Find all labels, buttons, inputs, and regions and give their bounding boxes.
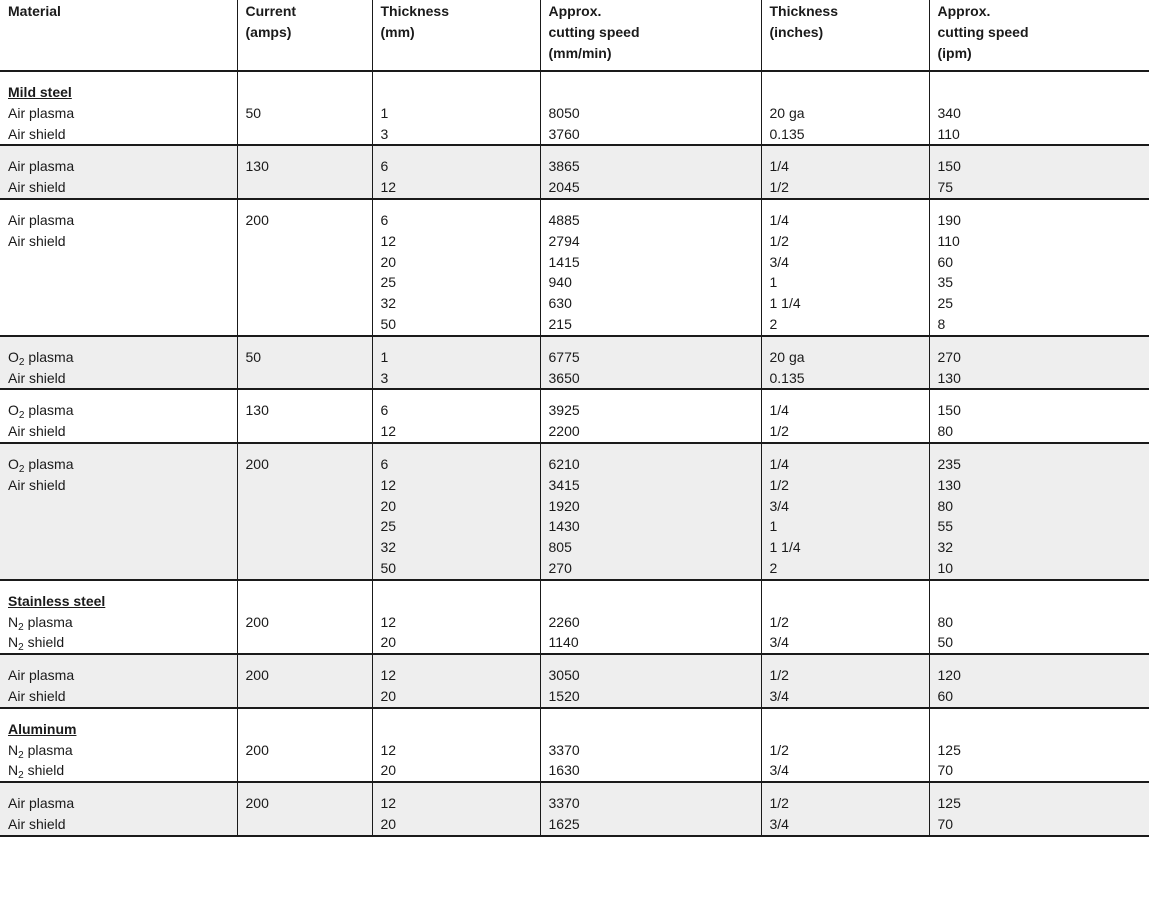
thickness-inches-value: 1 [769, 518, 778, 535]
plasma-gas [8, 347, 229, 368]
header-row [0, 0, 1149, 71]
speed-mm-value: 3370 [548, 741, 580, 758]
thickness-mm-cell [372, 654, 540, 708]
thickness-inches-value: 1/2 [769, 476, 789, 493]
speed-mm-value: 4885 [548, 211, 580, 228]
speed-mm-value: 1920 [548, 497, 580, 514]
gas-prefix: Air plasma [8, 158, 75, 175]
gas-subscript: 2 [18, 356, 25, 368]
thickness-inches-cell [761, 782, 929, 836]
speed-ipm-cell [929, 71, 1149, 145]
material-group: Aluminum [8, 720, 77, 737]
speed-ipm-cell [929, 145, 1149, 199]
speed-ipm-cell [929, 443, 1149, 580]
current-value: 130 [245, 158, 269, 175]
current-value: 200 [245, 741, 269, 758]
header-speed-ipm [929, 0, 1149, 71]
material-cell [0, 443, 237, 580]
header-label: cutting speed [548, 23, 640, 40]
current-cell [237, 443, 372, 580]
speed-mm-value: 3865 [548, 158, 580, 175]
thickness-mm-value: 32 [380, 295, 397, 312]
thickness-inches-cell [761, 336, 929, 390]
material-cell [0, 389, 237, 443]
gas-prefix: Air shield [8, 687, 66, 704]
gas-suffix: plasma [24, 348, 74, 365]
thickness-inches-value: 2 [769, 315, 778, 332]
speed-ipm-value: 55 [937, 518, 954, 535]
speed-mm-value: 2260 [548, 613, 580, 630]
speed-mm-value: 3760 [548, 125, 580, 142]
thickness-inches-cell [761, 199, 929, 336]
header-thickness-inches [761, 0, 929, 71]
material-group: Stainless steel [8, 592, 106, 609]
gas-prefix: Air shield [8, 815, 66, 832]
header-label: Approx. [937, 3, 991, 19]
thickness-inches-value: 1/4 [769, 455, 789, 472]
thickness-inches-value: 1/2 [769, 741, 789, 758]
speed-mm-cell [540, 708, 761, 782]
speed-mm-cell [540, 443, 761, 580]
thickness-mm-value: 6 [380, 211, 389, 228]
speed-mm-value: 940 [548, 274, 572, 291]
gas-suffix: plasma [24, 402, 74, 419]
plasma-gas [8, 454, 229, 475]
table-row [0, 199, 1149, 336]
thickness-inches-value: 1/4 [769, 402, 789, 419]
spacer [246, 82, 364, 103]
current-value: 50 [245, 348, 262, 365]
header-current [237, 0, 372, 71]
thickness-mm-value: 20 [380, 815, 397, 832]
spacer [770, 591, 921, 612]
gas-prefix: N [8, 762, 19, 779]
speed-ipm-value: 340 [937, 104, 961, 121]
speed-ipm-value: 130 [937, 369, 961, 386]
speed-mm-value: 1625 [548, 815, 580, 832]
speed-ipm-cell [929, 708, 1149, 782]
spacer [381, 591, 532, 612]
thickness-inches-value: 1 1/4 [769, 295, 801, 312]
thickness-inches-value: 0.135 [769, 125, 805, 142]
speed-ipm-value: 125 [937, 795, 961, 812]
speed-mm-value: 1415 [548, 253, 580, 270]
current-value: 130 [245, 402, 269, 419]
thickness-inches-value: 1/2 [769, 423, 789, 440]
thickness-inches-value: 1 1/4 [769, 539, 801, 556]
thickness-mm-value: 12 [380, 741, 397, 758]
thickness-mm-cell [372, 580, 540, 654]
gas-suffix: plasma [23, 613, 73, 630]
speed-mm-value: 215 [548, 315, 572, 332]
thickness-mm-value: 20 [380, 497, 397, 514]
spacer [381, 82, 532, 103]
header-material [0, 0, 237, 71]
thickness-inches-value: 1/2 [769, 179, 789, 196]
thickness-inches-value: 1/4 [769, 211, 789, 228]
speed-mm-value: 1430 [548, 518, 580, 535]
thickness-mm-cell [372, 199, 540, 336]
thickness-mm-value: 12 [380, 667, 397, 684]
speed-mm-value: 3370 [548, 795, 580, 812]
spacer [770, 82, 921, 103]
speed-ipm-value: 80 [937, 423, 954, 440]
gas-subscript: 2 [18, 749, 24, 761]
thickness-inches-cell [761, 71, 929, 145]
current-cell [237, 654, 372, 708]
thickness-inches-value: 1/2 [769, 667, 789, 684]
speed-ipm-value: 32 [937, 539, 954, 556]
speed-ipm-value: 60 [937, 253, 954, 270]
shield-gas [8, 475, 229, 496]
speed-ipm-cell [929, 654, 1149, 708]
thickness-inches-cell [761, 145, 929, 199]
speed-ipm-value: 270 [937, 348, 961, 365]
speed-mm-value: 270 [548, 559, 572, 576]
plasma-gas [8, 740, 229, 761]
shield-gas [8, 177, 229, 198]
speed-mm-value: 3050 [548, 667, 580, 684]
thickness-inches-value: 1/4 [769, 158, 789, 175]
table-row [0, 71, 1149, 145]
gas-subscript: 2 [18, 642, 24, 654]
header-label: (inches) [769, 23, 824, 40]
thickness-inches-value: 1/2 [769, 795, 789, 812]
current-cell [237, 782, 372, 836]
table-row [0, 782, 1149, 836]
plasma-gas [8, 103, 229, 124]
thickness-inches-value: 0.135 [769, 369, 805, 386]
speed-ipm-value: 125 [937, 741, 961, 758]
thickness-mm-value: 12 [380, 232, 397, 249]
speed-ipm-value: 70 [937, 762, 954, 779]
gas-prefix: Air shield [8, 423, 66, 440]
material-cell [0, 580, 237, 654]
speed-ipm-cell [929, 199, 1149, 336]
thickness-mm-value: 20 [380, 687, 397, 704]
speed-mm-value: 8050 [548, 104, 580, 121]
thickness-mm-value: 20 [380, 634, 397, 651]
speed-ipm-cell [929, 389, 1149, 443]
thickness-mm-value: 50 [380, 559, 397, 576]
speed-ipm-value: 50 [937, 634, 954, 651]
thickness-mm-value: 1 [380, 348, 389, 365]
thickness-mm-cell [372, 443, 540, 580]
gas-prefix: O [8, 402, 19, 419]
spacer [549, 82, 753, 103]
current-cell [237, 145, 372, 199]
spacer [246, 719, 364, 740]
thickness-inches-cell [761, 443, 929, 580]
speed-ipm-value: 110 [937, 125, 960, 142]
thickness-mm-value: 25 [380, 274, 397, 291]
thickness-inches-value: 3/4 [769, 253, 789, 270]
speed-ipm-value: 190 [937, 211, 961, 228]
speed-ipm-cell [929, 336, 1149, 390]
material-cell [0, 782, 237, 836]
thickness-inches-value: 20 ga [769, 104, 805, 121]
speed-ipm-value: 150 [937, 158, 961, 175]
thickness-inches-value: 3/4 [769, 634, 789, 651]
gas-prefix: N [8, 613, 19, 630]
thickness-mm-value: 3 [380, 369, 389, 386]
speed-mm-cell [540, 336, 761, 390]
thickness-inches-cell [761, 654, 929, 708]
speed-ipm-cell [929, 782, 1149, 836]
thickness-mm-value: 1 [380, 104, 389, 121]
speed-ipm-value: 75 [937, 179, 954, 196]
current-cell [237, 336, 372, 390]
thickness-mm-value: 32 [380, 539, 397, 556]
current-cell [237, 71, 372, 145]
gas-prefix: O [8, 348, 19, 365]
table-row [0, 145, 1149, 199]
speed-mm-value: 3650 [548, 369, 580, 386]
plasma-gas [8, 612, 229, 633]
current-cell [237, 199, 372, 336]
table-row [0, 389, 1149, 443]
speed-mm-value: 6775 [548, 348, 580, 365]
table-row [0, 654, 1149, 708]
plasma-gas [8, 210, 229, 231]
thickness-mm-value: 20 [380, 253, 397, 270]
speed-ipm-value: 35 [937, 274, 954, 291]
current-value: 200 [245, 667, 269, 684]
header-label: Current [245, 3, 297, 19]
thickness-mm-cell [372, 336, 540, 390]
speed-mm-value: 2794 [548, 232, 580, 249]
thickness-inches-value: 1 [769, 274, 778, 291]
gas-prefix: Air shield [8, 476, 66, 493]
spacer [938, 719, 1142, 740]
current-cell [237, 580, 372, 654]
speed-mm-value: 805 [548, 539, 572, 556]
speed-ipm-value: 25 [937, 295, 954, 312]
shield-gas [8, 124, 229, 145]
speed-mm-cell [540, 580, 761, 654]
gas-prefix: Air shield [8, 232, 66, 249]
current-cell [237, 708, 372, 782]
header-label: (amps) [245, 23, 292, 40]
thickness-mm-value: 20 [380, 762, 397, 779]
speed-ipm-value: 235 [937, 455, 961, 472]
gas-prefix: N [8, 741, 19, 758]
thickness-inches-cell [761, 708, 929, 782]
plasma-gas [8, 156, 229, 177]
material-cell [0, 708, 237, 782]
thickness-inches-value: 3/4 [769, 762, 789, 779]
gas-prefix: Air plasma [8, 795, 75, 812]
thickness-mm-value: 25 [380, 518, 397, 535]
material-cell [0, 145, 237, 199]
thickness-mm-value: 6 [380, 158, 389, 175]
header-thickness-mm [372, 0, 540, 71]
spacer [381, 719, 532, 740]
gas-suffix: plasma [23, 741, 73, 758]
current-value: 200 [245, 455, 269, 472]
speed-ipm-value: 10 [937, 559, 954, 576]
shield-gas [8, 231, 229, 252]
gas-prefix: Air plasma [8, 211, 75, 228]
thickness-mm-value: 12 [380, 476, 397, 493]
thickness-inches-cell [761, 389, 929, 443]
shield-gas [8, 632, 229, 653]
speed-ipm-value: 150 [937, 402, 961, 419]
material-cell [0, 654, 237, 708]
spacer [770, 719, 921, 740]
speed-ipm-value: 130 [937, 476, 961, 493]
shield-gas [8, 368, 229, 389]
gas-prefix: Air shield [8, 125, 66, 142]
header-label: Material [8, 3, 61, 19]
gas-suffix: plasma [24, 455, 74, 472]
speed-mm-value: 1140 [548, 634, 579, 651]
spacer [938, 82, 1142, 103]
material-cell [0, 336, 237, 390]
table-row [0, 708, 1149, 782]
thickness-mm-value: 12 [380, 423, 397, 440]
table-body [0, 71, 1149, 836]
speed-mm-value: 1630 [548, 762, 580, 779]
table-row [0, 336, 1149, 390]
speed-mm-value: 2045 [548, 179, 580, 196]
thickness-mm-cell [372, 71, 540, 145]
speed-mm-cell [540, 654, 761, 708]
material-cell [0, 199, 237, 336]
speed-mm-value: 6210 [548, 455, 580, 472]
speed-ipm-value: 8 [937, 315, 946, 332]
thickness-mm-cell [372, 782, 540, 836]
spacer [549, 719, 753, 740]
header-label: Thickness [380, 3, 449, 19]
gas-prefix: Air plasma [8, 667, 75, 684]
table-row [0, 443, 1149, 580]
thickness-inches-value: 2 [769, 559, 778, 576]
thickness-mm-value: 6 [380, 402, 389, 419]
current-value: 200 [245, 795, 269, 812]
speed-ipm-value: 120 [937, 667, 961, 684]
gas-prefix: Air shield [8, 369, 66, 386]
spacer [246, 591, 364, 612]
plasma-gas [8, 400, 229, 421]
shield-gas [8, 760, 229, 781]
thickness-mm-value: 3 [380, 125, 389, 142]
speed-mm-value: 1520 [548, 687, 580, 704]
thickness-inches-value: 3/4 [769, 497, 789, 514]
gas-prefix: O [8, 455, 19, 472]
shield-gas [8, 421, 229, 442]
thickness-inches-value: 1/2 [769, 613, 789, 630]
current-cell [237, 389, 372, 443]
gas-prefix: N [8, 634, 19, 651]
plasma-gas [8, 665, 229, 686]
header-label: Approx. [548, 3, 602, 19]
thickness-mm-value: 12 [380, 613, 397, 630]
speed-mm-cell [540, 389, 761, 443]
spacer [938, 591, 1142, 612]
thickness-inches-value: 1/2 [769, 232, 789, 249]
speed-ipm-value: 60 [937, 687, 954, 704]
speed-ipm-value: 80 [937, 613, 954, 630]
speed-mm-value: 2200 [548, 423, 580, 440]
thickness-mm-cell [372, 145, 540, 199]
thickness-inches-cell [761, 580, 929, 654]
gas-suffix: shield [23, 762, 65, 779]
thickness-mm-cell [372, 389, 540, 443]
current-value: 50 [245, 104, 262, 121]
speed-mm-value: 3925 [548, 402, 580, 419]
thickness-mm-value: 12 [380, 179, 397, 196]
speed-mm-value: 630 [548, 295, 572, 312]
thickness-inches-value: 3/4 [769, 687, 789, 704]
speed-ipm-value: 80 [937, 497, 954, 514]
thickness-mm-value: 12 [380, 795, 397, 812]
gas-prefix: Air shield [8, 179, 66, 196]
speed-ipm-cell [929, 580, 1149, 654]
gas-subscript: 2 [18, 463, 25, 475]
header-label: Thickness [769, 3, 838, 19]
speed-mm-cell [540, 199, 761, 336]
gas-subscript: 2 [18, 770, 24, 782]
material-group: Mild steel [8, 84, 72, 100]
header-label: (mm) [380, 23, 415, 40]
header-label: (ipm) [937, 44, 972, 61]
gas-prefix: Air plasma [8, 104, 75, 121]
plasma-gas [8, 793, 229, 814]
thickness-mm-cell [372, 708, 540, 782]
current-value: 200 [245, 613, 269, 630]
thickness-mm-value: 50 [380, 315, 397, 332]
gas-subscript: 2 [18, 621, 24, 633]
gas-suffix: shield [23, 634, 65, 651]
thickness-inches-value: 20 ga [769, 348, 805, 365]
material-cell [0, 71, 237, 145]
current-value: 200 [245, 211, 269, 228]
speed-mm-cell [540, 145, 761, 199]
header-label: (mm/min) [548, 44, 612, 61]
speed-mm-cell [540, 782, 761, 836]
thickness-mm-value: 6 [380, 455, 389, 472]
header-speed-mm [540, 0, 761, 71]
speed-ipm-value: 110 [937, 232, 960, 249]
gas-subscript: 2 [18, 410, 25, 422]
speed-mm-value: 3415 [548, 476, 580, 493]
header-label: cutting speed [937, 23, 1029, 40]
speed-mm-cell [540, 71, 761, 145]
shield-gas [8, 814, 229, 835]
table-row [0, 580, 1149, 654]
thickness-inches-value: 3/4 [769, 815, 789, 832]
shield-gas [8, 686, 229, 707]
spacer [549, 591, 753, 612]
speed-ipm-value: 70 [937, 815, 954, 832]
